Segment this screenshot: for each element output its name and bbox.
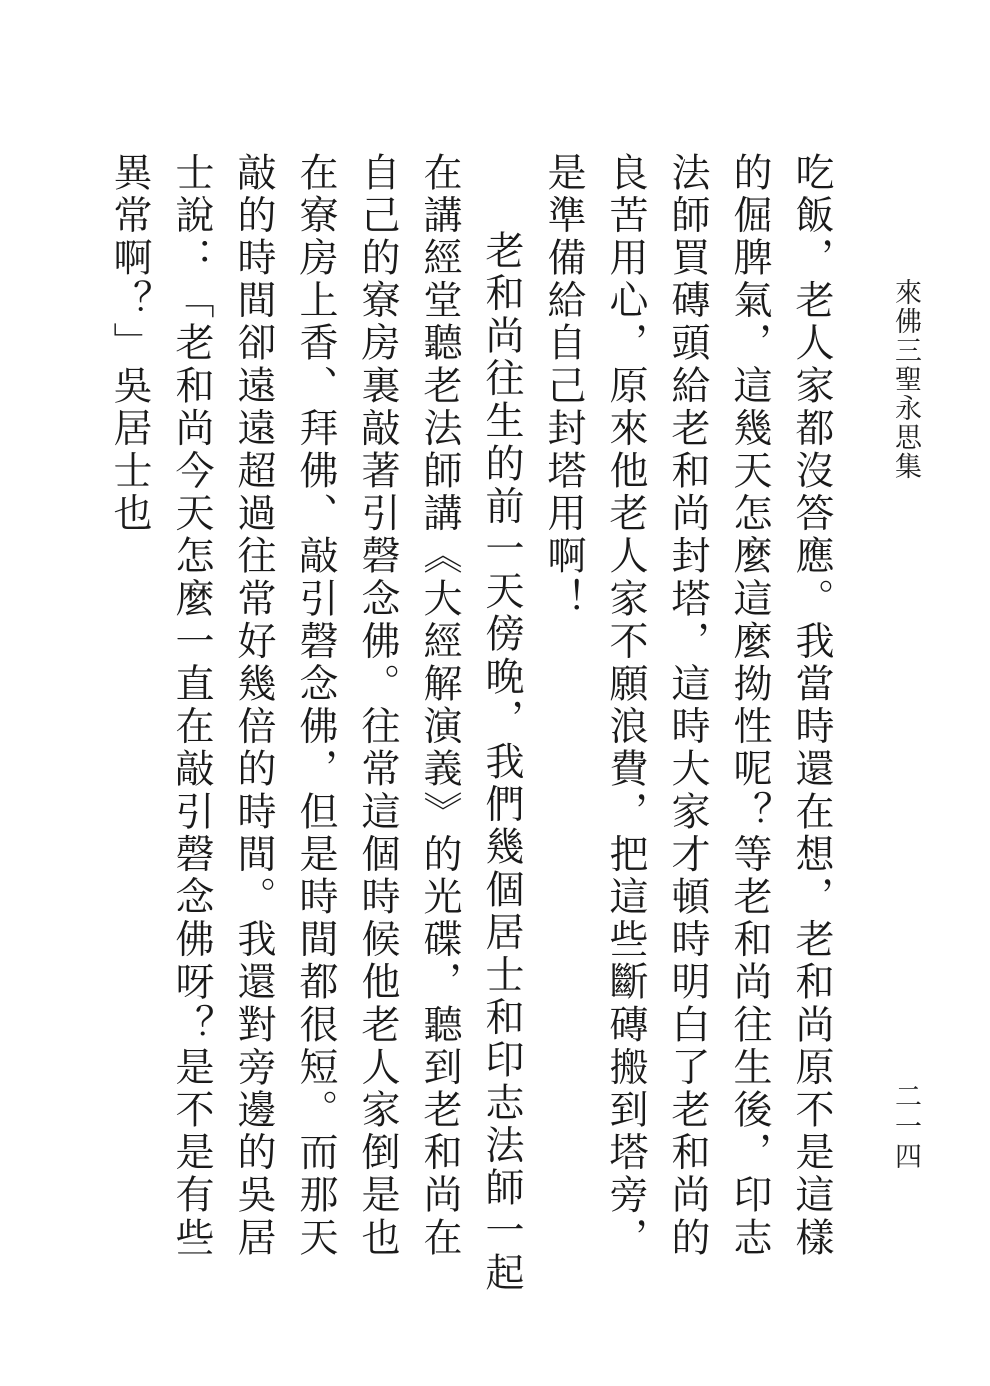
paragraph-1: 吃飯，老人家都沒答應。我當時還在想，老和尚原不是這樣的倔脾氣，這幾天怎麼這麼拗性呢？等老和尚往生後，印志法師買磚頭給老和尚封塔，這時大家才頓時明白了老和尚的良苦用心，原來他老人家不願浪費，把這些斷磚搬到塔旁，是準備給自己封塔用啊！ (541, 152, 834, 1260)
body-text (98, 152, 842, 1302)
paragraph-2: 老和尚往生的前一天傍晚，我們幾個居士和印志法師一起在講經堂聽老法師講《大經解演義》的光碟，聽到老和尚在自己的寮房裏敲著引磬念佛。往常這個時候他老人家倒是也在寮房上香、拜佛、敲引磬念佛，但是時間都很短。而那天敲的時間卻遠遠超過往常好幾倍的時間。我還對旁邊的吳居士說：「老和尚今天怎麼一直在敲引磬念佛呀？是不是有些異常啊？」吳居士也 (107, 152, 524, 1295)
running-header-title: 來佛三聖永思集 (890, 278, 921, 481)
page-number: 二一四 (890, 1082, 921, 1172)
